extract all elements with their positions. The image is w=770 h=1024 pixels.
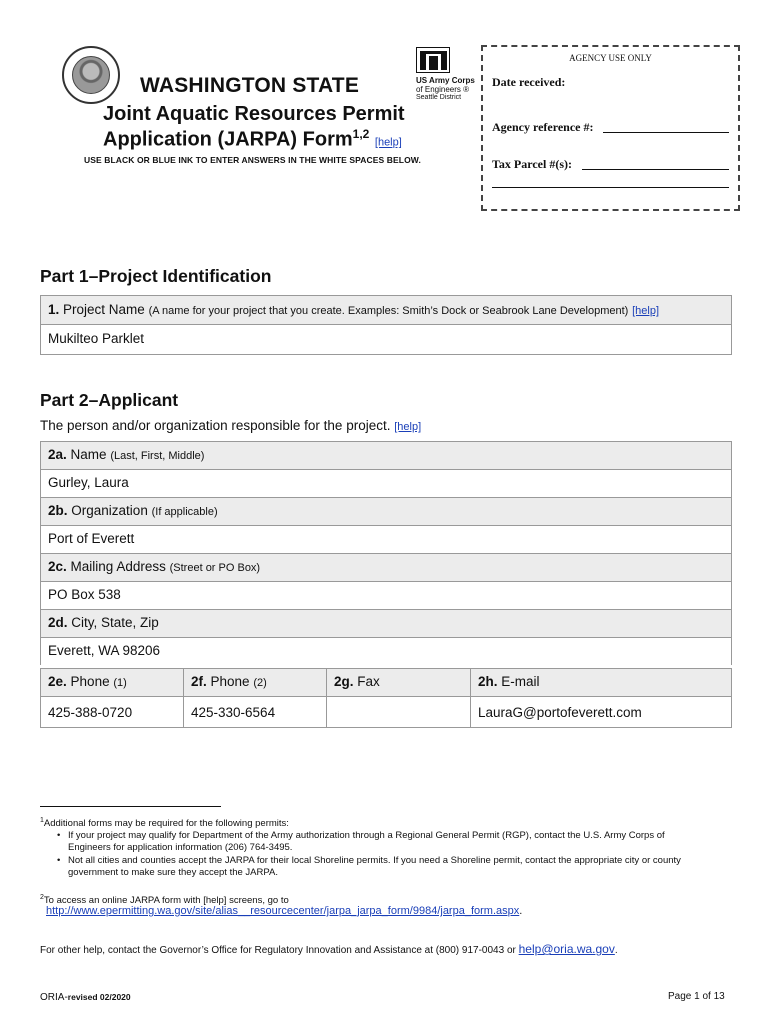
footnote1-bullet1-cont: Engineers for application information (206) 764-3495. — [68, 842, 293, 853]
email-input[interactable]: LauraG@portofeverett.com — [478, 705, 642, 720]
jarpa-form-link[interactable]: http://www.epermitting.wa.gov/site/alias__resourcecenter/jarpa_jarpa_form/9984/jarpa_form.aspx — [46, 905, 520, 917]
agency-reference-label: Agency reference #: — [492, 120, 594, 134]
usace-name: US Army Corps — [416, 76, 475, 85]
oria-email-link[interactable]: help@oria.wa.gov — [518, 942, 615, 956]
footnote-rule — [40, 806, 221, 807]
mailing-address-label: 2c. Mailing Address (Street or PO Box) — [41, 554, 731, 582]
project-name-box — [40, 295, 732, 355]
footnote1-bullet2: • Not all cities and counties accept the JARPA for their local Shoreline permits. If you need a Shoreline permit, contact the appropriate city or county — [68, 855, 681, 867]
tax-parcel-label: Tax Parcel #(s): — [492, 157, 572, 171]
part2-intro: The person and/or organization responsible for the project. [help] — [40, 418, 422, 433]
title-help-link[interactable]: [help] — [374, 136, 402, 149]
army-corps-castle-logo — [416, 47, 450, 73]
other-help: For other help, contact the Governor’s Office for Regulatory Innovation and Assistance at (800) 917-0043 or help@oria.wa.gov. — [40, 942, 618, 956]
state-name: WASHINGTON STATE — [140, 74, 360, 97]
form-title-line2: Application (JARPA) Form$^{1,2}$ [help] — [103, 127, 402, 151]
organization-label: 2b. Organization (If applicable) — [41, 498, 731, 526]
applicant-fields-box — [40, 441, 732, 665]
project-name-input[interactable]: Mukilteo Parklet — [41, 325, 731, 354]
form-title-line1: Joint Aquatic Resources Permit — [103, 103, 405, 125]
name-label: 2a. Name (Last, First, Middle) — [41, 442, 731, 470]
phone1-input[interactable]: 425-388-0720 — [41, 697, 184, 727]
tax-parcel-field[interactable] — [582, 169, 729, 170]
fax-label: 2g. Fax — [327, 669, 471, 697]
tax-parcel-field-2[interactable] — [492, 187, 729, 188]
footnote1-bullet1: • If your project may qualify for Department of the Army authorization through a Regional General Permit (RGP), contact the U.S. Army Corps of — [68, 830, 665, 842]
city-state-zip-input[interactable]: Everett, WA 98206 — [41, 638, 731, 665]
project-name-label: 1. Project Name (A name for your project that you create. Examples: Smith’s Dock or Seabrook Lane Development) [help] — [41, 296, 731, 325]
agency-reference-field[interactable] — [603, 132, 729, 133]
washington-state-seal — [62, 46, 120, 104]
usace-name-2: of Engineers ® — [416, 85, 470, 94]
city-state-zip-label: 2d. City, State, Zip — [41, 610, 731, 638]
contact-grid — [40, 668, 732, 728]
usace-district: Seattle District — [416, 94, 462, 101]
phone1-label: 2e. Phone (1) — [41, 669, 184, 697]
part2-help-link[interactable]: [help] — [394, 421, 422, 433]
name-input[interactable]: Gurley, Laura — [41, 470, 731, 498]
page-number: Page 1 of 13 — [668, 991, 725, 1002]
revision-note: ORIA-revised 02/2020 — [40, 992, 131, 1003]
footnote2-url-row: http://www.epermitting.wa.gov/site/alias__resourcecenter/jarpa_jarpa_form/9984/jarpa_form.aspx. — [46, 905, 523, 917]
footnote2-intro: $^2$To access an online JARPA form with [help] screens, go to — [40, 894, 289, 907]
footnote1-bullet2-cont: government to make sure they accept the JARPA. — [68, 867, 278, 878]
phone2-input[interactable]: 425-330-6564 — [184, 697, 327, 727]
agency-use-heading: AGENCY USE ONLY — [569, 53, 652, 63]
mailing-address-input[interactable]: PO Box 538 — [41, 582, 731, 610]
project-name-help-link[interactable]: [help] — [632, 305, 660, 317]
phone2-label: 2f. Phone (2) — [184, 669, 327, 697]
part2-heading: Part 2–Applicant — [40, 390, 179, 410]
organization-input[interactable]: Port of Everett — [41, 526, 731, 554]
footnote1-intro: $^1$Additional forms may be required for the following permits: — [40, 817, 289, 830]
date-received-label: Date received: — [492, 75, 566, 89]
part1-heading: Part 1–Project Identification — [40, 266, 272, 286]
email-label: 2h. E-mail — [471, 669, 731, 697]
fax-input[interactable] — [327, 697, 471, 727]
agency-use-box — [481, 45, 740, 211]
ink-instruction: USE BLACK OR BLUE INK TO ENTER ANSWERS IN THE WHITE SPACES BELOW. — [84, 155, 421, 165]
